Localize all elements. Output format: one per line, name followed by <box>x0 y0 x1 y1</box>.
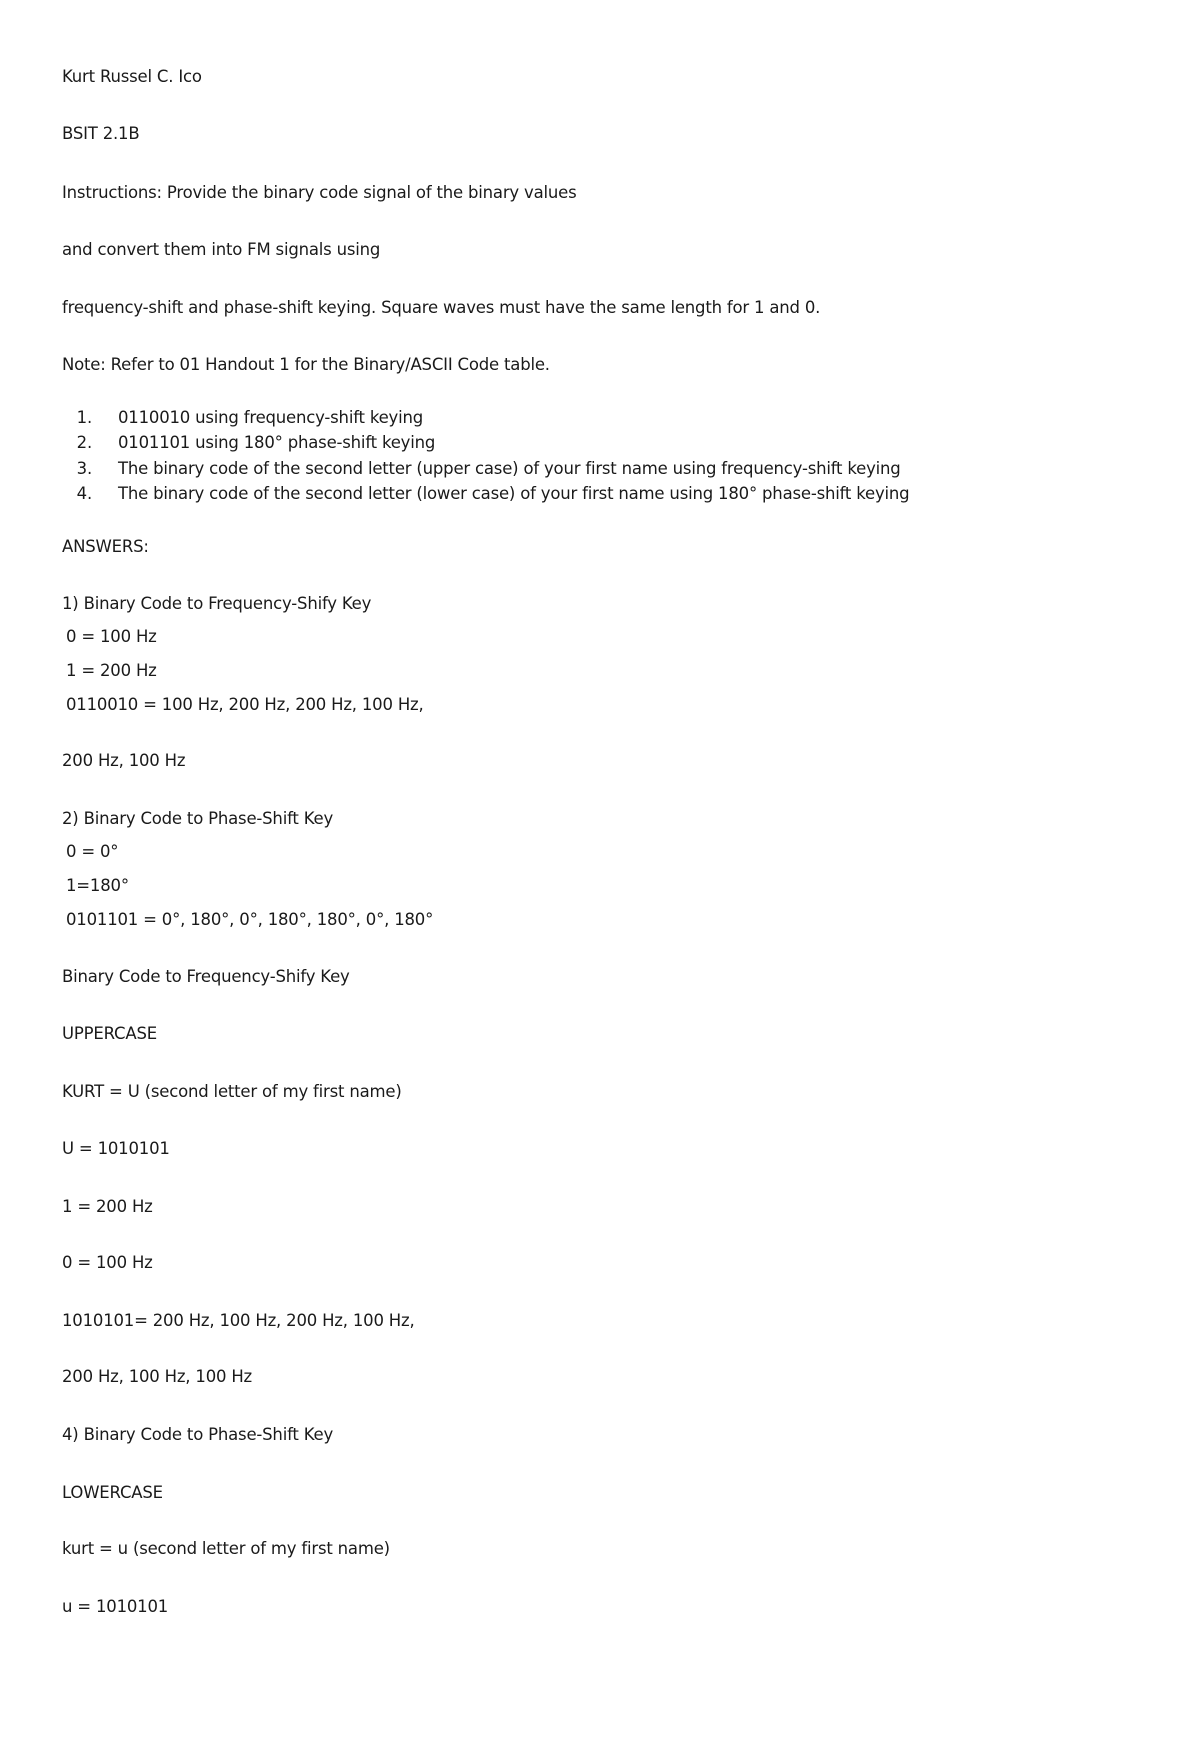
answer-2-line: 1=180° <box>66 876 129 895</box>
answer-1-title: 1) Binary Code to Frequency-Shify Key <box>62 594 372 613</box>
instructions-note: Note: Refer to 01 Handout 1 for the Binary/ASCII Code table. <box>62 355 550 374</box>
question-number: 1. <box>76 408 92 427</box>
answer-2-line: 0101101 = 0°, 180°, 0°, 180°, 180°, 0°, 180° <box>66 910 434 929</box>
answer-2-title: 2) Binary Code to Phase-Shift Key <box>62 809 334 828</box>
question-item <box>62 408 423 428</box>
question-number: 2. <box>76 433 92 452</box>
answer-4-line: u = 1010101 <box>62 1597 169 1616</box>
answer-3-line: U = 1010101 <box>62 1139 170 1158</box>
answer-3-line: 1010101= 200 Hz, 100 Hz, 200 Hz, 100 Hz, <box>62 1311 415 1330</box>
answer-4-line: kurt = u (second letter of my first name) <box>62 1539 390 1558</box>
question-number: 3. <box>76 459 92 478</box>
answer-3-line: KURT = U (second letter of my first name) <box>62 1082 402 1101</box>
answer-1-line: 0 = 100 Hz <box>66 627 157 646</box>
answer-4-case: LOWERCASE <box>62 1483 163 1502</box>
instructions-line-3: frequency-shift and phase-shift keying. Square waves must have the same length for 1 and 0. <box>62 298 821 317</box>
answer-3-line: 0 = 100 Hz <box>62 1253 153 1272</box>
question-text: 0110010 using frequency-shift keying <box>118 408 424 427</box>
question-text: 0101101 using 180° phase-shift keying <box>118 433 436 452</box>
answer-4-title: 4) Binary Code to Phase-Shift Key <box>62 1425 334 1444</box>
answer-3-title: Binary Code to Frequency-Shify Key <box>62 967 350 986</box>
student-name: Kurt Russel C. Ico <box>62 67 202 86</box>
question-item <box>62 484 909 504</box>
student-section: BSIT 2.1B <box>62 124 140 143</box>
answer-1-line: 0110010 = 100 Hz, 200 Hz, 200 Hz, 100 Hz, <box>66 695 424 714</box>
instructions-line-2: and convert them into FM signals using <box>62 240 381 259</box>
answer-3-line: 200 Hz, 100 Hz, 100 Hz <box>62 1367 252 1386</box>
question-number: 4. <box>76 484 92 503</box>
question-text: The binary code of the second letter (upper case) of your first name using frequency-shift keying <box>118 459 901 478</box>
question-item <box>62 459 901 479</box>
question-text: The binary code of the second letter (lower case) of your first name using 180° phase-shift keying <box>118 484 910 503</box>
question-item <box>62 433 435 453</box>
answer-1-line: 1 = 200 Hz <box>66 661 157 680</box>
answer-3-case: UPPERCASE <box>62 1024 157 1043</box>
answer-2-line: 0 = 0° <box>66 842 119 861</box>
answer-3-line: 1 = 200 Hz <box>62 1197 153 1216</box>
instructions-line-1: Instructions: Provide the binary code signal of the binary values <box>62 183 577 202</box>
answer-1-line: 200 Hz, 100 Hz <box>62 751 186 770</box>
answers-heading: ANSWERS: <box>62 537 149 556</box>
